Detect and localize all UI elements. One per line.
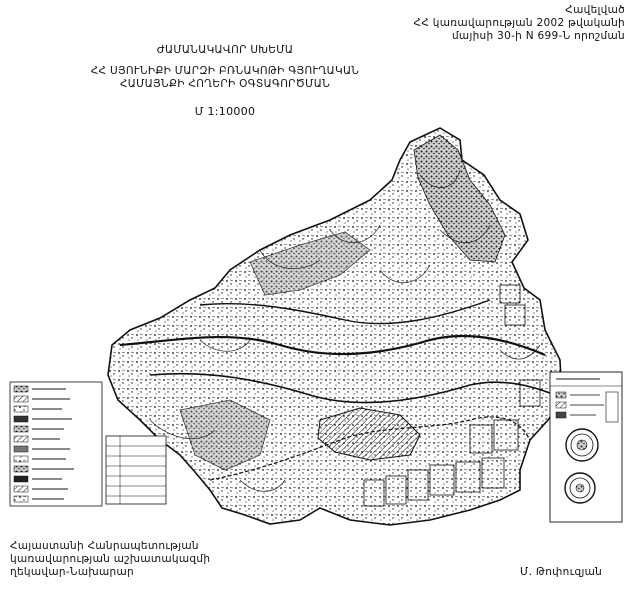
approval-note [414,4,625,43]
title-line-2: ՀՀ ՍՅՈՒՆԻՔԻ ՄԱՐԶԻ ԲՌՆԱԿՈԹԻ ԳՅՈՒՂԱԿԱՆ [90,65,360,77]
map-title [60,44,390,118]
footer-line-2: կառավարության աշխատակազմի [10,553,211,565]
footer-line-1: Հայաստանի Հանրապետության [10,540,199,552]
legend-table [106,436,166,504]
seal-stamp [566,429,598,461]
approval-line-1: Հավելված [565,4,625,16]
legend-left [10,382,102,506]
footer-line-3: ղեկավար-Նախարար [10,566,134,578]
approval-line-2: ՀՀ կառավարության 2002 թվականի [413,17,625,29]
title-line-3: ՀԱՄԱՅՆՔԻ ՀՈՂԵՐԻ ՕԳՏԱԳՈՐԾՄԱՆ [119,78,331,90]
approval-line-3: մայիսի 30-ի N 699-Ն որոշման [451,30,625,42]
footer-signatory-title [10,540,210,579]
community-boundary [108,128,562,525]
signature-name: Մ. Թոփուզյան [520,566,603,578]
title-line-1: ԺԱՄԱՆԱԿԱՎՈՐ ՍԽԵՄԱ [156,44,294,56]
map-scale: Մ 1:10000 [194,105,256,118]
